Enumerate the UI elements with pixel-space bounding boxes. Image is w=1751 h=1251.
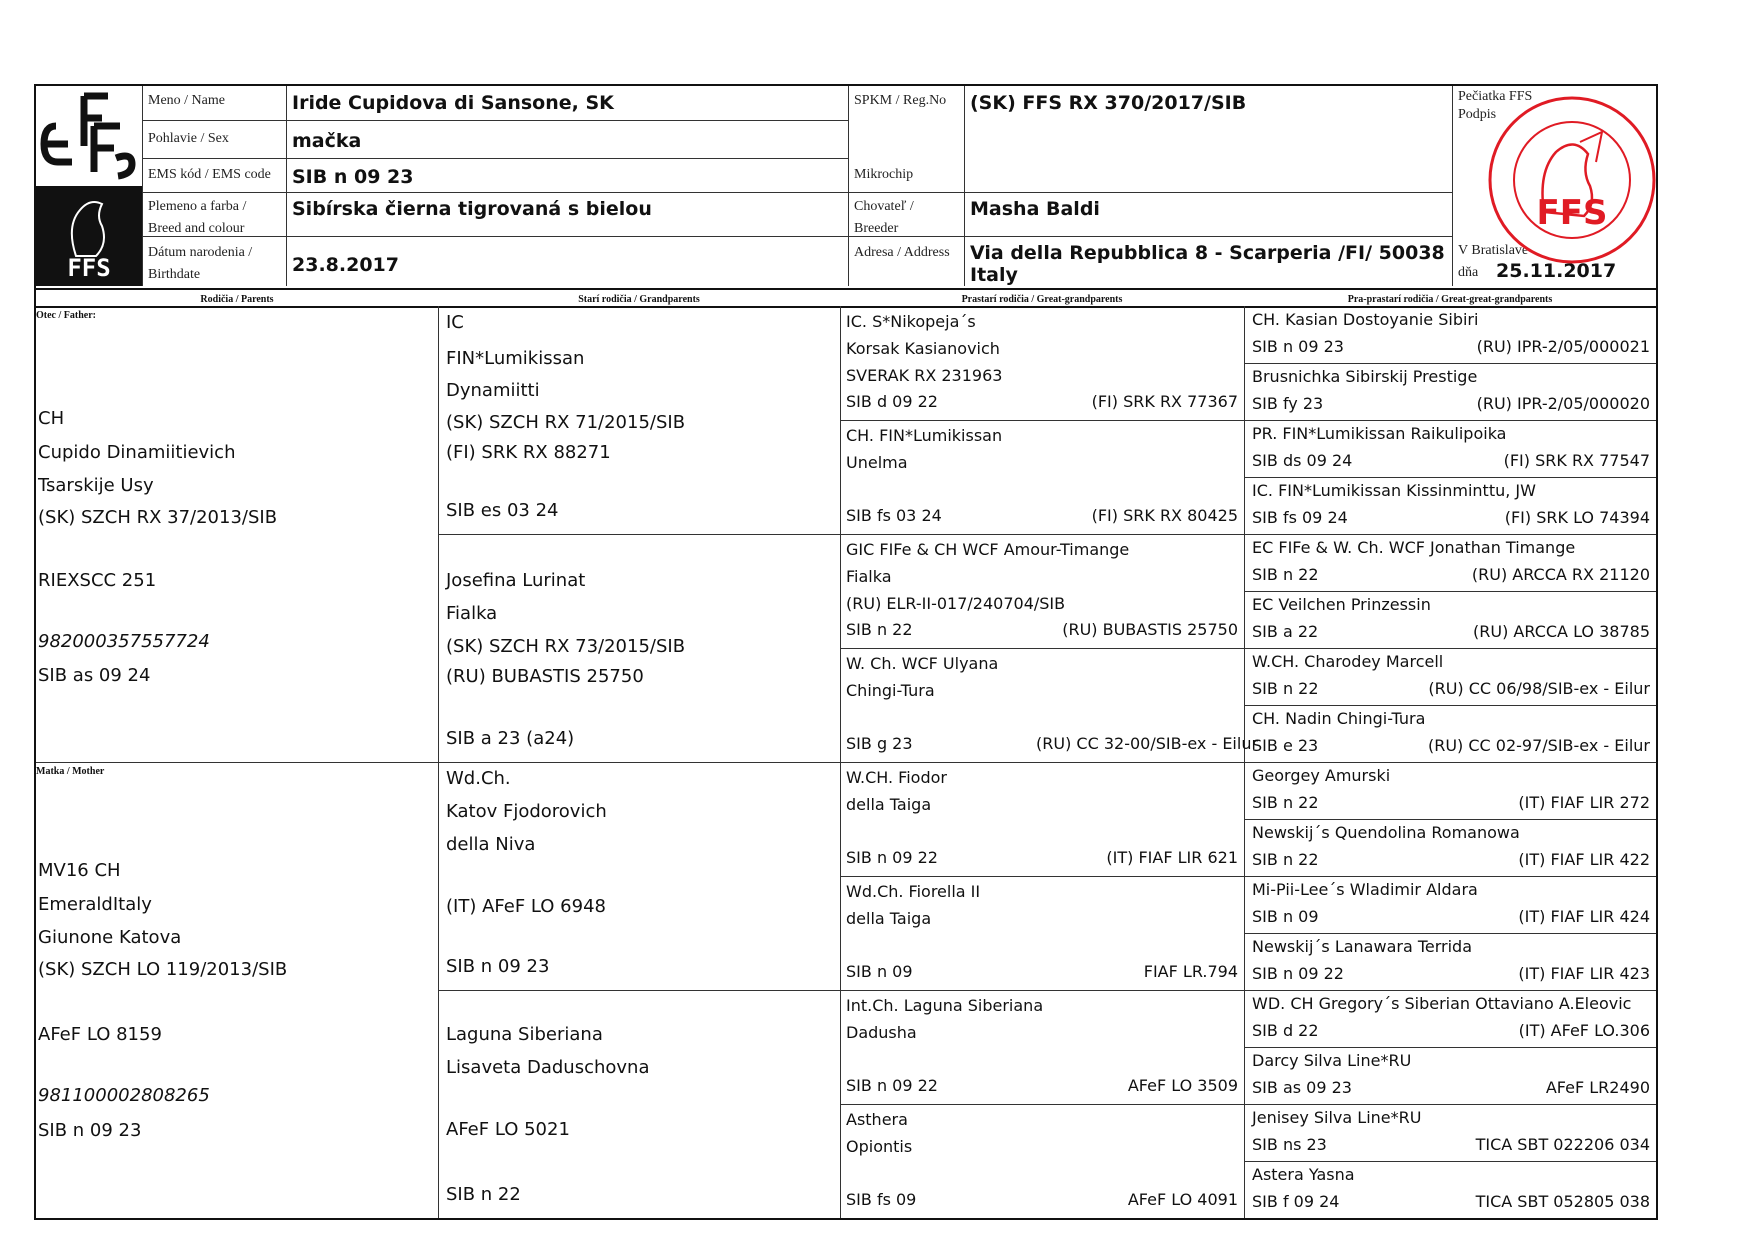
breeder-address: Via della Repubblica 8 - Scarperia /FI/ 50038 (970, 242, 1445, 264)
great-grandparent-line: Opiontis (846, 1137, 913, 1156)
name-label: Meno / Name (148, 93, 225, 108)
grandparent-ems: SIB es 03 24 (446, 500, 559, 521)
place-label: V Bratislave (1458, 243, 1529, 258)
great-grandparent-reg: AFeF LO 3509 (1127, 1076, 1238, 1095)
great-great-grandparent-ems: SIB n 22 (1252, 565, 1319, 584)
great-grandparent-line: della Taiga (846, 909, 932, 928)
great-grandparent-ems: SIB n 09 22 (846, 1076, 938, 1095)
signature-label: Podpis (1458, 107, 1497, 122)
great-great-grandparent-name: Jenisey Silva Line*RU (1252, 1108, 1422, 1127)
great-grandparent-ems: SIB fs 03 24 (846, 506, 942, 525)
grandparent-line: (FI) SRK RX 88271 (446, 442, 611, 463)
grandparent-line: AFeF LO 5021 (446, 1119, 570, 1140)
great-great-grandparent-reg: (FI) SRK RX 77547 (1503, 451, 1650, 470)
row-divider (1244, 705, 1656, 706)
grandparent-line: FIN*Lumikissan (446, 348, 585, 369)
great-great-grandparent-ems: SIB n 22 (1252, 679, 1319, 698)
great-great-grandparent-name: Astera Yasna (1252, 1165, 1355, 1184)
grandparent-line: della Niva (446, 834, 536, 855)
great-grandparent-line: Korsak Kasianovich (846, 339, 1000, 358)
great-great-grandparent-ems: SIB n 09 23 (1252, 337, 1344, 356)
breeder-country: Italy (970, 264, 1018, 286)
cat-breed: Sibírska čierna tigrovaná s bielou (292, 198, 652, 220)
great-great-grandparent-reg: TICA SBT 052805 038 (1475, 1192, 1650, 1211)
great-great-grandparent-ems: SIB e 23 (1252, 736, 1319, 755)
great-great-grandparent-name: IC. FIN*Lumikissan Kissinminttu, JW (1252, 481, 1536, 500)
header-section (36, 86, 1656, 290)
mother-cattery: Giunone Katova (38, 927, 182, 948)
great-great-grandparent-ems: SIB d 22 (1252, 1021, 1319, 1040)
father-chip: 982000357557724 (38, 631, 210, 652)
great-great-grandparent-name: WD. CH Gregory´s Siberian Ottaviano A.Eleovic (1252, 994, 1632, 1013)
svg-text:FFS: FFS (1536, 193, 1608, 233)
cat-sex: mačka (292, 130, 362, 152)
great-great-grandparent-reg: (RU) CC 02-97/SIB-ex - Eilur (1427, 736, 1650, 755)
great-great-grandparent-reg: (IT) FIAF LIR 422 (1518, 850, 1650, 869)
great-great-grandparent-ems: SIB fs 09 24 (1252, 508, 1348, 527)
great-great-grandparent-ems: SIB n 22 (1252, 793, 1319, 812)
great-great-grandparent-ems: SIB ds 09 24 (1252, 451, 1353, 470)
great-great-grandparent-name: Georgey Amurski (1252, 766, 1391, 785)
cat-ems: SIB n 09 23 (292, 166, 414, 188)
row-divider (1244, 477, 1656, 478)
cat-name: Iride Cupidova di Sansone, SK (292, 92, 614, 114)
great-grandparent-reg: (FI) SRK RX 80425 (1091, 506, 1238, 525)
father-title: CH (38, 408, 65, 429)
great-great-grandparent-ems: SIB n 09 22 (1252, 964, 1344, 983)
great-great-grandparent-name: W.CH. Charodey Marcell (1252, 652, 1444, 671)
great-grandparent-ems: SIB n 09 22 (846, 848, 938, 867)
great-great-grandparent-name: Brusnichka Sibirskij Prestige (1252, 367, 1478, 386)
great-great-grandparent-name: Mi-Pii-Lee´s Wladimir Aldara (1252, 880, 1478, 899)
birthdate-label: Dátum narodenia / (148, 245, 253, 260)
great-great-grandparent-reg: (RU) ARCCA LO 38785 (1473, 622, 1650, 641)
great-grandparent-reg: (RU) BUBASTIS 25750 (1062, 620, 1238, 639)
breeder-label: Chovateľ / (854, 199, 914, 214)
great-great-grandparent-reg: (RU) ARCCA RX 21120 (1471, 565, 1650, 584)
breed-label: Plemeno a farba / (148, 199, 247, 214)
great-great-grandparent-ems: SIB fy 23 (1252, 394, 1324, 413)
great-grandparent-line: Wd.Ch. Fiorella II (846, 882, 981, 901)
great-grandparent-line: Int.Ch. Laguna Siberiana (846, 996, 1044, 1015)
mother-extra: AFeF LO 8159 (38, 1024, 162, 1045)
great-great-grandparent-reg: AFeF LR2490 (1545, 1078, 1650, 1097)
grandparent-line: (IT) AFeF LO 6948 (446, 896, 606, 917)
grandparent-line: Lisaveta Daduschovna (446, 1057, 650, 1078)
great-grandparent-line: Asthera (846, 1110, 908, 1129)
great-grandparent-line: Unelma (846, 453, 908, 472)
svg-text:FFS: FFS (67, 254, 111, 282)
great-grandparent-ems: SIB d 09 22 (846, 392, 938, 411)
row-divider (840, 420, 1656, 421)
cat-birthdate: 23.8.2017 (292, 254, 399, 276)
great-grandparent-line: Fialka (846, 567, 892, 586)
great-grandparent-ems: SIB n 22 (846, 620, 913, 639)
great-grandparent-reg: AFeF LO 4091 (1127, 1190, 1238, 1209)
breeder-name: Masha Baldi (970, 198, 1100, 220)
breed-label-en: Breed and colour (148, 221, 245, 236)
grandparent-line: Katov Fjodorovich (446, 801, 607, 822)
father-ems: SIB as 09 24 (38, 665, 151, 686)
grandparent-line: Laguna Siberiana (446, 1024, 603, 1045)
great-grandparent-reg: FIAF LR.794 (1143, 962, 1238, 981)
row-divider (840, 876, 1656, 877)
grandparent-ems: SIB n 09 23 (446, 956, 550, 977)
birthdate-label-en: Birthdate (148, 267, 201, 282)
mother-name: EmeraldItaly (38, 894, 152, 915)
great-great-grandparent-ems: SIB ns 23 (1252, 1135, 1327, 1154)
col-grandparents: Starí rodičia / Grandparents (578, 294, 700, 305)
great-great-grandparent-name: Newskij´s Lanawara Terrida (1252, 937, 1473, 956)
father-cattery: Tsarskije Usy (38, 475, 154, 496)
great-grandparent-line: GIC FIFe & CH WCF Amour-Timange (846, 540, 1130, 559)
row-divider (1244, 363, 1656, 364)
great-great-grandparent-ems: SIB as 09 23 (1252, 1078, 1352, 1097)
great-great-grandparent-ems: SIB n 22 (1252, 850, 1319, 869)
great-great-grandparent-name: Darcy Silva Line*RU (1252, 1051, 1412, 1070)
great-great-grandparent-reg: (IT) FIAF LIR 272 (1518, 793, 1650, 812)
row-divider (1244, 819, 1656, 820)
father-name: Cupido Dinamiitievich (38, 442, 236, 463)
great-great-grandparent-reg: (RU) CC 06/98/SIB-ex - Eilur (1428, 679, 1650, 698)
row-divider (1244, 1047, 1656, 1048)
reg-number: (SK) FFS RX 370/2017/SIB (970, 92, 1247, 114)
father-reg: (SK) SZCH RX 37/2013/SIB (38, 507, 278, 528)
grandparent-line: Josefina Lurinat (446, 570, 586, 591)
row-divider (840, 1104, 1656, 1105)
grandparent-line: Dynamiitti (446, 380, 540, 401)
grandparent-ems: SIB n 22 (446, 1184, 521, 1205)
great-great-grandparent-ems: SIB f 09 24 (1252, 1192, 1340, 1211)
great-great-grandparent-reg: (IT) FIAF LIR 424 (1518, 907, 1650, 926)
mother-reg: (SK) SZCH LO 119/2013/SIB (38, 959, 288, 980)
great-grandparent-ems: SIB n 09 (846, 962, 913, 981)
great-grandparent-line: SVERAK RX 231963 (846, 366, 1003, 385)
grandparent-line: Fialka (446, 603, 498, 624)
row-divider (1244, 933, 1656, 934)
col-great-grandparents: Prastarí rodičia / Great-grandparents (961, 294, 1123, 305)
great-grandparent-line: Chingi-Tura (846, 681, 935, 700)
great-grandparent-ems: SIB fs 09 (846, 1190, 917, 1209)
great-great-grandparent-name: PR. FIN*Lumikissan Raikulipoika (1252, 424, 1507, 443)
ffs-logo (36, 86, 142, 286)
great-great-grandparent-reg: (IT) AFeF LO.306 (1518, 1021, 1650, 1040)
grandparent-line: Wd.Ch. (446, 768, 511, 789)
great-grandparent-ems: SIB g 23 (846, 734, 913, 753)
mother-title: MV16 CH (38, 860, 121, 881)
address-label: Adresa / Address (854, 245, 950, 260)
great-great-grandparent-name: CH. Kasian Dostoyanie Sibiri (1252, 310, 1479, 329)
great-great-grandparent-reg: TICA SBT 022206 034 (1475, 1135, 1650, 1154)
great-grandparent-reg: (IT) FIAF LIR 621 (1106, 848, 1238, 867)
great-great-grandparent-reg: (IT) FIAF LIR 423 (1518, 964, 1650, 983)
ffs-stamp-icon (1484, 92, 1660, 268)
mother-chip: 981100002808265 (38, 1085, 210, 1106)
great-grandparent-line: della Taiga (846, 795, 932, 814)
reg-label: SPKM / Reg.No (854, 93, 947, 108)
great-grandparent-line: W.CH. Fiodor (846, 768, 947, 787)
mother-ems: SIB n 09 23 (38, 1120, 142, 1141)
col-great-great-grandparents: Pra-prastarí rodičia / Great-great-grandparents (1347, 294, 1553, 305)
grandparent-line: (SK) SZCH RX 73/2015/SIB (446, 636, 686, 657)
great-grandparent-line: W. Ch. WCF Ulyana (846, 654, 999, 673)
great-grandparent-reg: (RU) CC 32-00/SIB-ex - Eilur (1036, 734, 1259, 753)
col-parents: Rodičia / Parents (200, 294, 274, 305)
sex-label: Pohlavie / Sex (148, 131, 229, 146)
grandparent-line: (SK) SZCH RX 71/2015/SIB (446, 412, 686, 433)
great-great-grandparent-name: CH. Nadin Chingi-Tura (1252, 709, 1426, 728)
great-great-grandparent-reg: (RU) IPR-2/05/000020 (1476, 394, 1650, 413)
great-grandparent-reg: (FI) SRK RX 77367 (1091, 392, 1238, 411)
great-great-grandparent-reg: (FI) SRK LO 74394 (1504, 508, 1650, 527)
great-grandparent-line: (RU) ELR-II-017/240704/SIB (846, 594, 1066, 613)
father-label: Otec / Father: (36, 310, 96, 321)
great-great-grandparent-ems: SIB a 22 (1252, 622, 1319, 641)
great-grandparent-line: CH. FIN*Lumikissan (846, 426, 1003, 445)
father-extra: RIEXSCC 251 (38, 570, 157, 591)
great-great-grandparent-reg: (RU) IPR-2/05/000021 (1476, 337, 1650, 356)
issue-date: 25.11.2017 (1496, 260, 1617, 282)
mother-label: Matka / Mother (36, 766, 105, 777)
breeder-label-en: Breeder (854, 221, 899, 236)
great-great-grandparent-name: EC FIFe & W. Ch. WCF Jonathan Timange (1252, 538, 1576, 557)
row-divider (1244, 591, 1656, 592)
grandparent-line: (RU) BUBASTIS 25750 (446, 666, 644, 687)
stamp-label: Pečiatka FFS (1458, 89, 1533, 104)
grandparent-line: IC (446, 312, 464, 333)
row-divider (840, 648, 1656, 649)
ffs-emblem-icon (36, 86, 142, 286)
date-label: dňa (1458, 265, 1479, 280)
pedigree-document (34, 84, 1658, 1220)
great-great-grandparent-ems: SIB n 09 (1252, 907, 1319, 926)
great-great-grandparent-name: Newskij´s Quendolina Romanowa (1252, 823, 1520, 842)
chip-label: Mikrochip (854, 167, 914, 182)
great-great-grandparent-name: EC Veilchen Prinzessin (1252, 595, 1431, 614)
great-grandparent-line: IC. S*Nikopeja´s (846, 312, 976, 331)
row-divider (1244, 1161, 1656, 1162)
great-grandparent-line: Dadusha (846, 1023, 917, 1042)
ems-label: EMS kód / EMS code (148, 167, 271, 182)
grandparent-ems: SIB a 23 (a24) (446, 728, 575, 749)
